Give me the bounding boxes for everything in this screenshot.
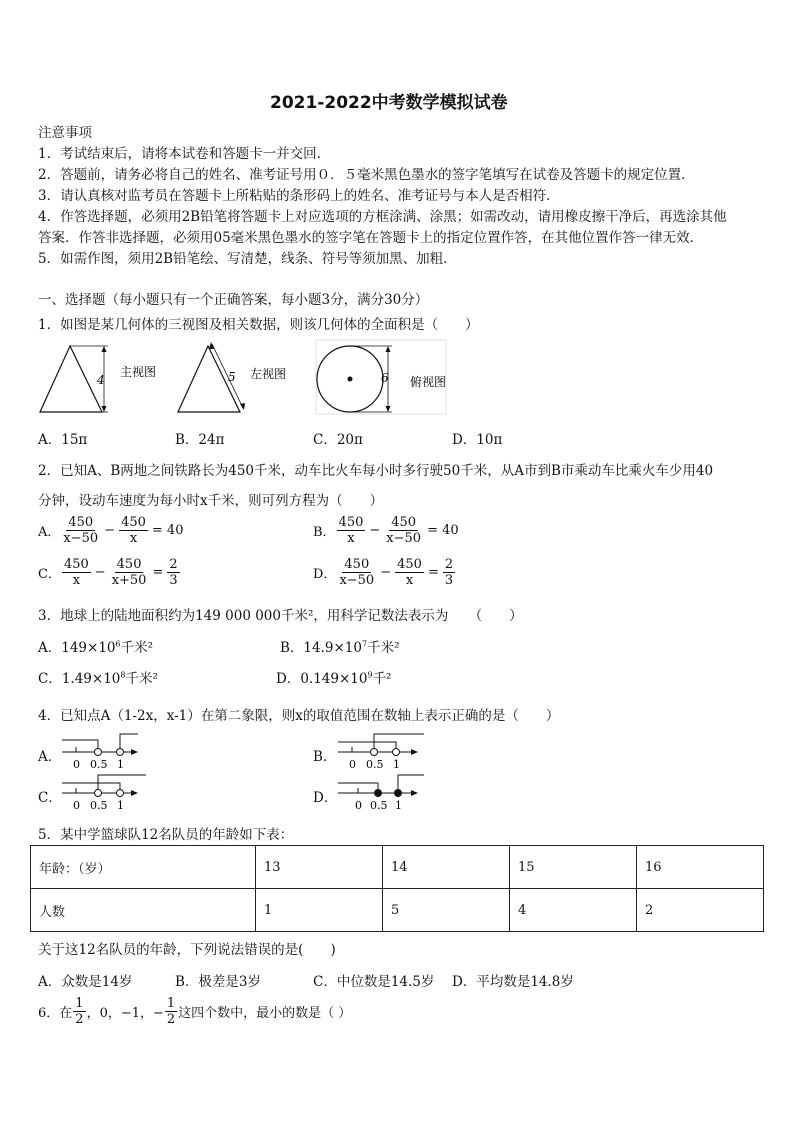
number-line-b (334, 730, 426, 772)
option-a[interactable]: A． $\frac{450}{x-50}$ − $\frac{450}{x}$ = 40 (38, 515, 184, 546)
left-dim-label: 5 (228, 370, 236, 384)
fraction: $\frac{450}{x}$ (63, 557, 89, 588)
option-a[interactable]: A．众数是14岁 (38, 974, 133, 990)
fraction: $\frac{450}{x}$ (338, 515, 364, 546)
question-2-stem-line1: 2．已知A、B两地之间铁路长为450千米，动车比火车每小时多行驶50千米，从A市到B市乘动车比乘火车少用40 (38, 463, 714, 479)
svg-text:0.5: 0.5 (370, 799, 388, 812)
fraction: $\frac{450}{x-50}$ (63, 515, 99, 546)
option-label: B． (313, 525, 336, 540)
number-line-a (58, 730, 142, 772)
option-a[interactable]: A．15π (38, 432, 88, 448)
question-3-stem: 3．地球上的陆地面积约为149 000 000千米²，用科学记数法表示为 （ ） (38, 608, 523, 624)
fraction: $\frac{450}{x}$ (397, 557, 422, 588)
fraction: $\frac{1}{2}$ (75, 996, 84, 1027)
question-1-stem: 1．如图是某几何体的三视图及相关数据，则该几何体的全面积是（ ） (38, 317, 479, 333)
option-label: C． (38, 567, 61, 582)
table-cell: 5 (383, 889, 510, 932)
notice-item: 答案．作答非选择题，必须用05毫米黑色墨水的签字笔在答题卡上的指定位置作答，在其他位置作答一律无效． (38, 230, 704, 246)
option-d[interactable]: D． $\frac{450}{x-50}$ − $\frac{450}{x}$ = $\frac{2}{3}$ (313, 557, 454, 588)
table-row (31, 846, 764, 889)
question-5-question: 关于这12名队员的年龄，下列说法错误的是( ) (38, 942, 336, 958)
page-title: 2021-2022中考数学模拟试卷 (270, 93, 508, 113)
option-label-d[interactable]: D． (313, 790, 338, 806)
age-table (30, 845, 764, 932)
top-dim-label: 6 (381, 371, 389, 385)
option-b[interactable]: B．24π (175, 432, 225, 448)
notice-item: 1．考试结束后，请将本试卷和答题卡一并交回． (38, 146, 331, 162)
svg-text:1: 1 (117, 758, 124, 771)
notice-item: 3．请认真核对监考员在答题卡上所粘贴的条形码上的姓名、准考证号与本人是否相符． (38, 188, 560, 204)
svg-text:0: 0 (73, 799, 80, 812)
svg-text:1: 1 (395, 799, 402, 812)
table-cell: 2 (637, 889, 764, 932)
svg-text:0.5: 0.5 (366, 758, 384, 771)
three-view-figure (36, 338, 456, 418)
option-b[interactable]: B． $\frac{450}{x}$ − $\frac{450}{x-50}$ = 40 (313, 515, 459, 546)
center-dot (348, 377, 353, 382)
option-c[interactable]: C．20π (313, 432, 363, 448)
fraction: $\frac{2}{3}$ (169, 557, 178, 588)
svg-text:1: 1 (393, 758, 400, 771)
table-cell: 4 (510, 889, 637, 932)
front-view-label: 主视图 (120, 365, 157, 379)
table-cell: 14 (383, 846, 510, 889)
section-heading: 一、选择题（每小题只有一个正确答案，每小题3分，满分30分） (38, 292, 429, 308)
svg-text:0: 0 (355, 799, 362, 812)
question-5-stem: 5．某中学篮球队12名队员的年龄如下表： (38, 827, 294, 843)
option-label-b[interactable]: B． (313, 749, 337, 765)
option-b[interactable]: B．极差是3岁 (175, 974, 262, 990)
front-dim-label: 4 (97, 373, 105, 387)
left-view-label: 左视图 (250, 367, 287, 381)
notice-item: 4．作答选择题，必须用2B铅笔将答题卡上对应选项的方框涂满、涂黑；如需改动，请用橡皮擦干净后，再选涂其他 (38, 209, 727, 225)
option-label-c[interactable]: C． (38, 790, 62, 806)
question-2-stem-line2: 分钟，设动车速度为每小时x千米，则可列方程为（ ） (38, 493, 384, 509)
question-4-stem: 4．已知点A（1-2x，x-1）在第二象限，则x的取值范围在数轴上表示正确的是（ ） (38, 708, 560, 724)
option-c[interactable]: C．$1.49\times 10^8$千米² (38, 670, 158, 687)
table-cell: 年龄：（岁） (31, 846, 256, 889)
option-label-a[interactable]: A． (38, 749, 62, 765)
table-cell: 人数 (31, 889, 256, 932)
table-cell: 1 (256, 889, 383, 932)
option-label: D． (313, 567, 337, 582)
fraction: $\frac{2}{3}$ (444, 557, 454, 588)
option-a[interactable]: A．$149\times 10^6$千米² (38, 639, 154, 656)
option-c[interactable]: C． $\frac{450}{x}$ − $\frac{450}{x+50}$ = $\frac{2}{3}$ (38, 557, 178, 588)
svg-text:0.5: 0.5 (90, 758, 108, 771)
question-6-stem: 6．在 $\frac{1}{2}$ ，0，−1，− $\frac{1}{2}$ 这四个数中，最小的数是（ ） (38, 996, 352, 1027)
fraction: $\frac{450}{x+50}$ (111, 557, 147, 588)
notice-item: 2．答题前，请务必将自己的姓名、准考证号用０．５毫米黑色墨水的签字笔填写在试卷及答题卡的规定位置． (38, 167, 695, 183)
front-view-triangle (40, 346, 102, 412)
notice-item: 5．如需作图，须用2B铅笔绘、写清楚，线条、符号等须加黑、加粗． (38, 251, 457, 267)
svg-text:1: 1 (117, 799, 124, 812)
option-c[interactable]: C．中位数是14.5岁 (313, 974, 435, 990)
fraction: $\frac{450}{x}$ (121, 515, 146, 546)
table-cell: 16 (637, 846, 764, 889)
fraction: $\frac{450}{x-50}$ (386, 515, 422, 546)
table-row (31, 889, 764, 932)
number-line-c (58, 771, 150, 813)
top-view-label: 俯视图 (410, 375, 447, 389)
table-cell: 13 (256, 846, 383, 889)
fraction: $\frac{1}{2}$ (166, 996, 176, 1027)
fraction: $\frac{450}{x-50}$ (339, 557, 375, 588)
notice-heading: 注意事项 (38, 125, 92, 141)
option-b[interactable]: B．$14.9\times 10^7$千米² (280, 639, 400, 656)
option-d[interactable]: D．10π (452, 432, 503, 448)
table-cell: 15 (510, 846, 637, 889)
option-label: A． (38, 525, 61, 540)
option-d[interactable]: D．$0.149\times 10^9$千² (276, 670, 392, 687)
svg-text:0.5: 0.5 (90, 799, 108, 812)
option-d[interactable]: D．平均数是14.8岁 (452, 974, 574, 990)
svg-text:0: 0 (349, 758, 356, 771)
number-line-d (334, 771, 426, 813)
svg-text:0: 0 (73, 758, 80, 771)
